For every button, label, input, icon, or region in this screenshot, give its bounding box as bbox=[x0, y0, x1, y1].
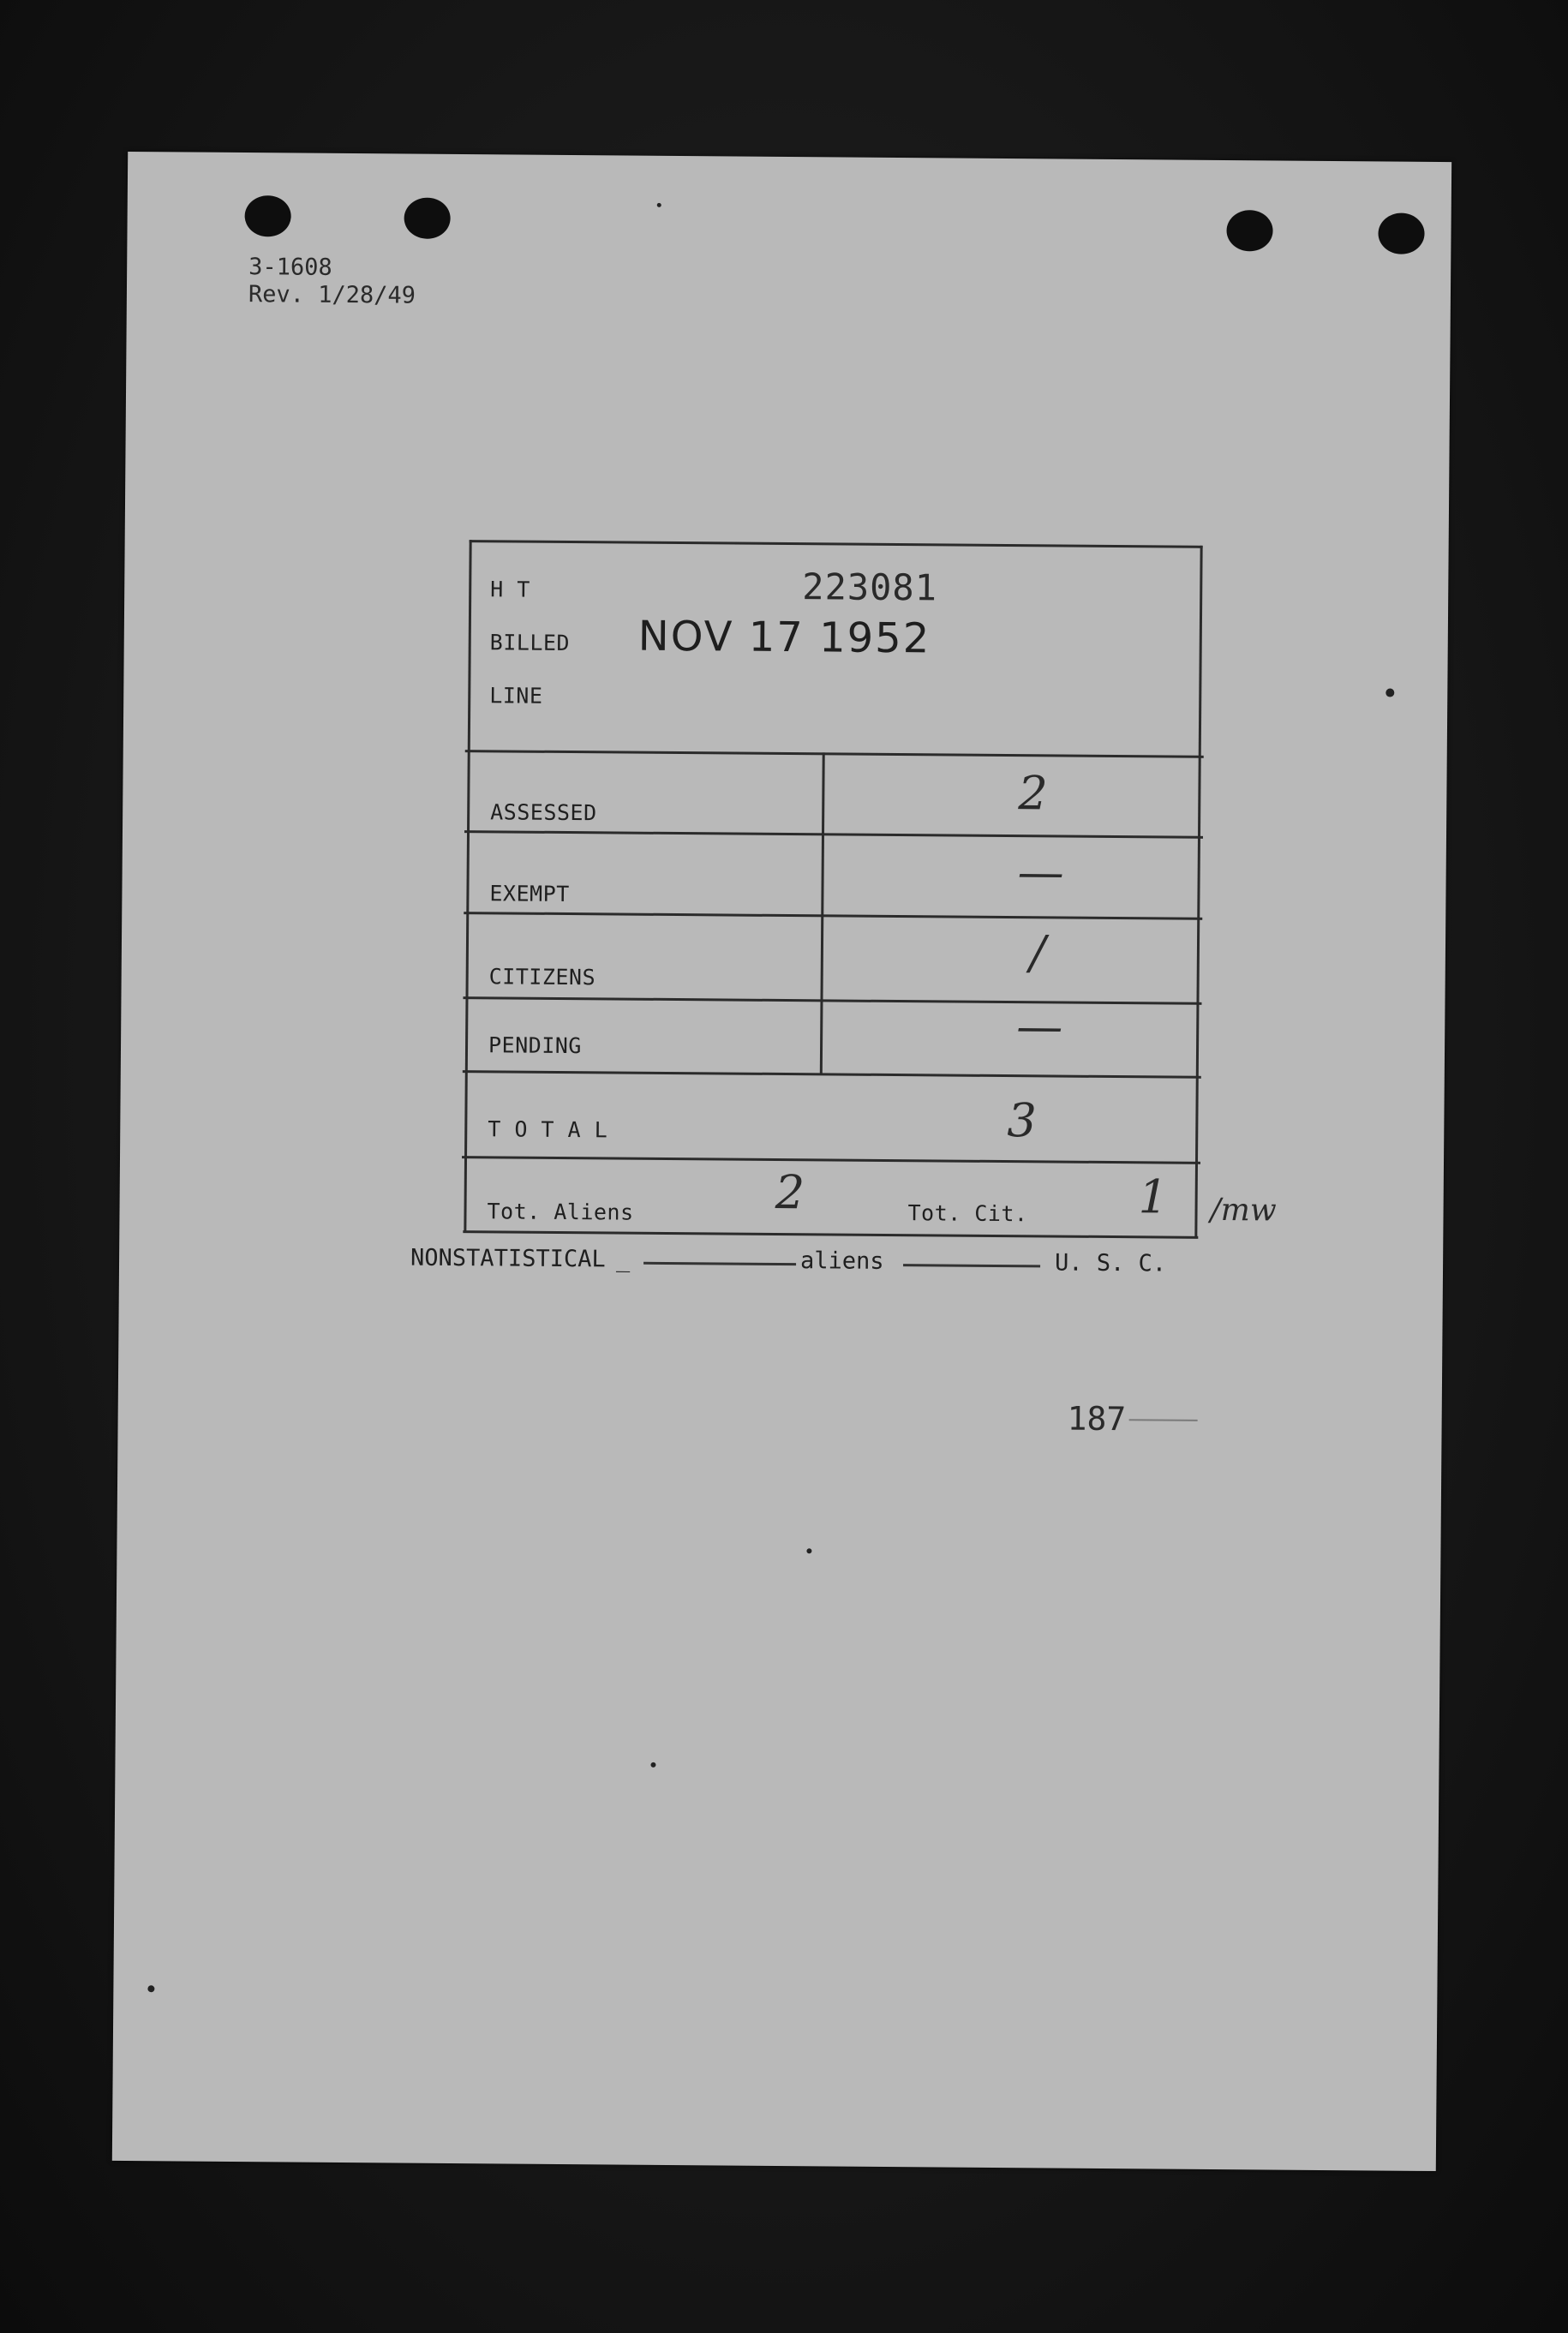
row-value-assessed: 2 bbox=[1018, 766, 1048, 821]
row-label-pending: PENDING bbox=[488, 1032, 583, 1059]
aliens-blank bbox=[643, 1262, 796, 1265]
usc-blank bbox=[903, 1264, 1040, 1267]
initials-mark: /mw bbox=[1210, 1192, 1277, 1229]
speck bbox=[650, 1762, 655, 1768]
row-value-citizens: / bbox=[1029, 925, 1046, 980]
tally-form bbox=[464, 540, 1277, 1238]
total-value: 3 bbox=[1007, 1093, 1037, 1148]
divider-footer bbox=[463, 1230, 1198, 1239]
ht-number: 223081 bbox=[802, 565, 938, 609]
divider-row-1 bbox=[464, 830, 1203, 839]
punch-hole-3 bbox=[1226, 210, 1272, 251]
punch-hole-4 bbox=[1378, 212, 1424, 254]
speck bbox=[806, 1548, 811, 1553]
row-label-assessed: ASSESSED bbox=[490, 799, 597, 826]
nonstatistical-line bbox=[410, 1245, 1182, 1282]
ht-label: H T bbox=[490, 577, 531, 602]
tot-aliens-value: 2 bbox=[775, 1164, 805, 1220]
speck bbox=[657, 203, 661, 207]
divider-row-3 bbox=[463, 996, 1201, 1005]
tot-cit-value: 1 bbox=[1138, 1169, 1169, 1224]
punch-hole-1 bbox=[244, 195, 290, 236]
page-number-underline bbox=[1129, 1419, 1198, 1421]
nonstatistical-usc: U. S. C. bbox=[1054, 1249, 1167, 1277]
punch-hole-2 bbox=[404, 198, 450, 239]
form-revision: Rev. 1/28/49 bbox=[248, 281, 416, 309]
speck bbox=[1385, 689, 1394, 697]
divider-row-2 bbox=[464, 912, 1202, 920]
form-code bbox=[248, 254, 416, 310]
divider-header bbox=[465, 750, 1204, 758]
divider-total bbox=[462, 1156, 1200, 1164]
row-value-exempt: — bbox=[1017, 845, 1064, 900]
tot-cit-label: Tot. Cit. bbox=[907, 1200, 1028, 1227]
total-label: T O T A L bbox=[488, 1116, 608, 1143]
page-number: 187 bbox=[1067, 1399, 1127, 1439]
speck bbox=[147, 1985, 154, 1992]
nonstatistical-aliens: aliens bbox=[799, 1247, 884, 1275]
nonstatistical-label: NONSTATISTICAL bbox=[410, 1244, 606, 1273]
tot-aliens-label: Tot. Aliens bbox=[487, 1199, 634, 1225]
nonstatistical-prefix: _ bbox=[615, 1246, 631, 1273]
divider-row-4 bbox=[463, 1070, 1201, 1079]
billed-label: BILLED bbox=[489, 630, 571, 656]
row-value-pending: — bbox=[1016, 999, 1063, 1054]
document-page bbox=[112, 152, 1451, 2171]
form-number: 3-1608 bbox=[248, 254, 332, 281]
billed-date-stamp: NOV 17 1952 bbox=[637, 612, 931, 663]
line-label: LINE bbox=[489, 683, 543, 709]
row-label-citizens: CITIZENS bbox=[488, 964, 596, 990]
row-label-exempt: EXEMPT bbox=[489, 881, 570, 907]
